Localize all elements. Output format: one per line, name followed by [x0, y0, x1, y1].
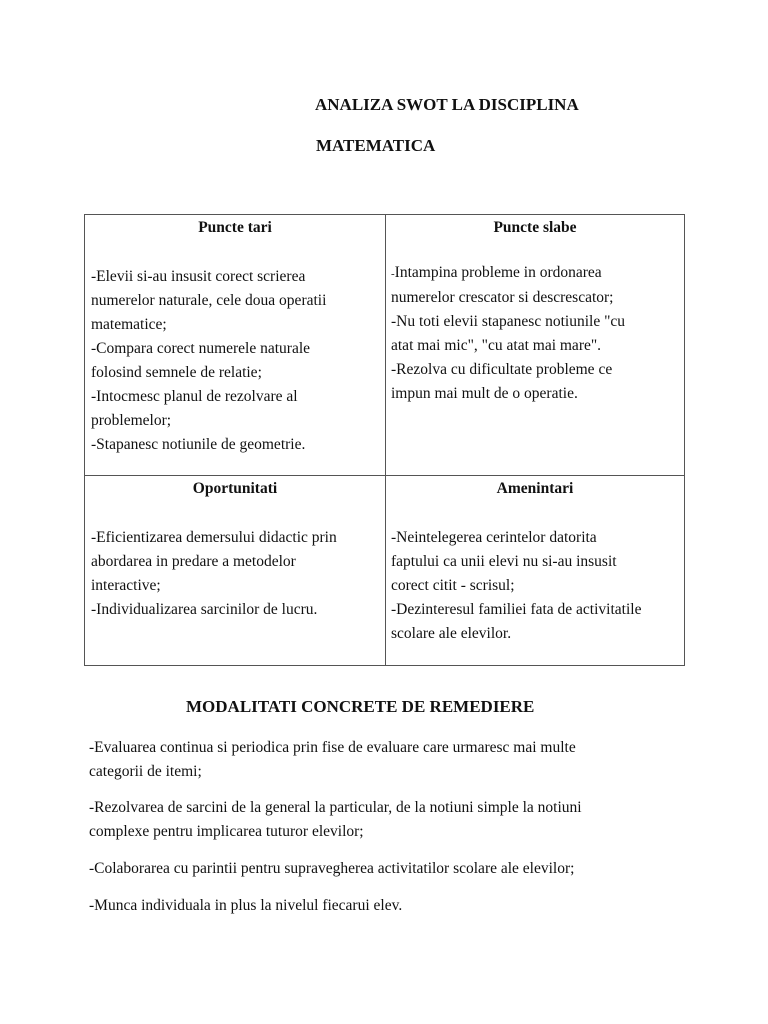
strengths-body	[85, 265, 385, 457]
remediation-item	[89, 857, 574, 881]
strengths-line: folosind semnele de relatie;	[91, 364, 262, 381]
opportunities-cell	[85, 476, 386, 666]
remediation-item-line: -Colaborarea cu parintii pentru supravegherea activitatilor scolare ale elevilor;	[89, 860, 575, 877]
opportunities-line: interactive;	[91, 577, 161, 594]
strengths-heading: Puncte tari	[198, 219, 272, 236]
weaknesses-heading: Puncte slabe	[493, 219, 577, 236]
remediation-item-line: -Evaluarea continua si periodica prin fise de evaluare care urmaresc mai multe	[89, 739, 576, 756]
opportunities-heading: Oportunitati	[192, 480, 278, 497]
remediation-item	[89, 894, 402, 918]
document-subtitle: MATEMATICA	[316, 136, 436, 155]
weaknesses-line	[391, 261, 680, 286]
remediation-item	[89, 796, 582, 844]
weaknesses-line: -Nu toti elevii stapanesc notiunile "cu	[391, 313, 626, 330]
remediation-item	[89, 736, 576, 784]
swot-row-internal	[85, 215, 685, 476]
weaknesses-line: -Rezolva cu dificultate probleme ce	[391, 361, 613, 378]
strengths-line: -Intocmesc planul de rezolvare al	[91, 388, 298, 405]
weaknesses-cell	[386, 215, 685, 476]
threats-line: corect citit - scrisul;	[391, 577, 515, 594]
remediation-item-line: categorii de itemi;	[89, 763, 202, 780]
weaknesses-first-dash: -	[391, 268, 395, 280]
strengths-line: -Stapanesc notiunile de geometrie.	[91, 436, 306, 453]
strengths-line: -Elevii si-au insusit corect scrierea	[91, 268, 306, 285]
opportunities-body	[85, 526, 385, 622]
threats-body	[386, 526, 684, 646]
threats-line: -Dezinteresul familiei fata de activitatile	[391, 601, 642, 618]
swot-row-external	[85, 476, 685, 666]
remediation-item-line: -Rezolvarea de sarcini de la general la particular, de la notiuni simple la notiuni	[89, 799, 582, 816]
remediation-heading: MODALITATI CONCRETE DE REMEDIERE	[186, 697, 535, 716]
threats-heading: Amenintari	[496, 480, 574, 497]
remediation-item-line: complexe pentru implicarea tuturor elevilor;	[89, 823, 364, 840]
weaknesses-line: impun mai mult de o operatie.	[391, 385, 578, 402]
strengths-line: matematice;	[91, 316, 167, 333]
threats-line: faptului ca unii elevi nu si-au insusit	[391, 553, 617, 570]
strengths-line: numerelor naturale, cele doua operatii	[91, 292, 327, 309]
remediation-item-line: -Munca individuala in plus la nivelul fiecarui elev.	[89, 897, 403, 914]
strengths-cell	[85, 215, 386, 476]
weaknesses-line: atat mai mic", "cu atat mai mare".	[391, 337, 602, 354]
opportunities-line: -Individualizarea sarcinilor de lucru.	[91, 601, 318, 618]
opportunities-line: -Eficientizarea demersului didactic prin	[91, 529, 337, 546]
threats-cell	[386, 476, 685, 666]
weaknesses-body	[386, 261, 684, 406]
swot-table	[84, 214, 685, 666]
threats-line: scolare ale elevilor.	[391, 625, 512, 642]
strengths-line: -Compara corect numerele naturale	[91, 340, 311, 357]
weaknesses-line: numerelor crescator si descrescator;	[391, 289, 614, 306]
threats-line: -Neintelegerea cerintelor datorita	[391, 529, 597, 546]
opportunities-line: abordarea in predare a metodelor	[91, 553, 296, 570]
weaknesses-first-text: Intampina probleme in ordonarea	[394, 264, 602, 281]
strengths-line: problemelor;	[91, 412, 172, 429]
document-title: ANALIZA SWOT LA DISCIPLINA	[315, 95, 579, 114]
